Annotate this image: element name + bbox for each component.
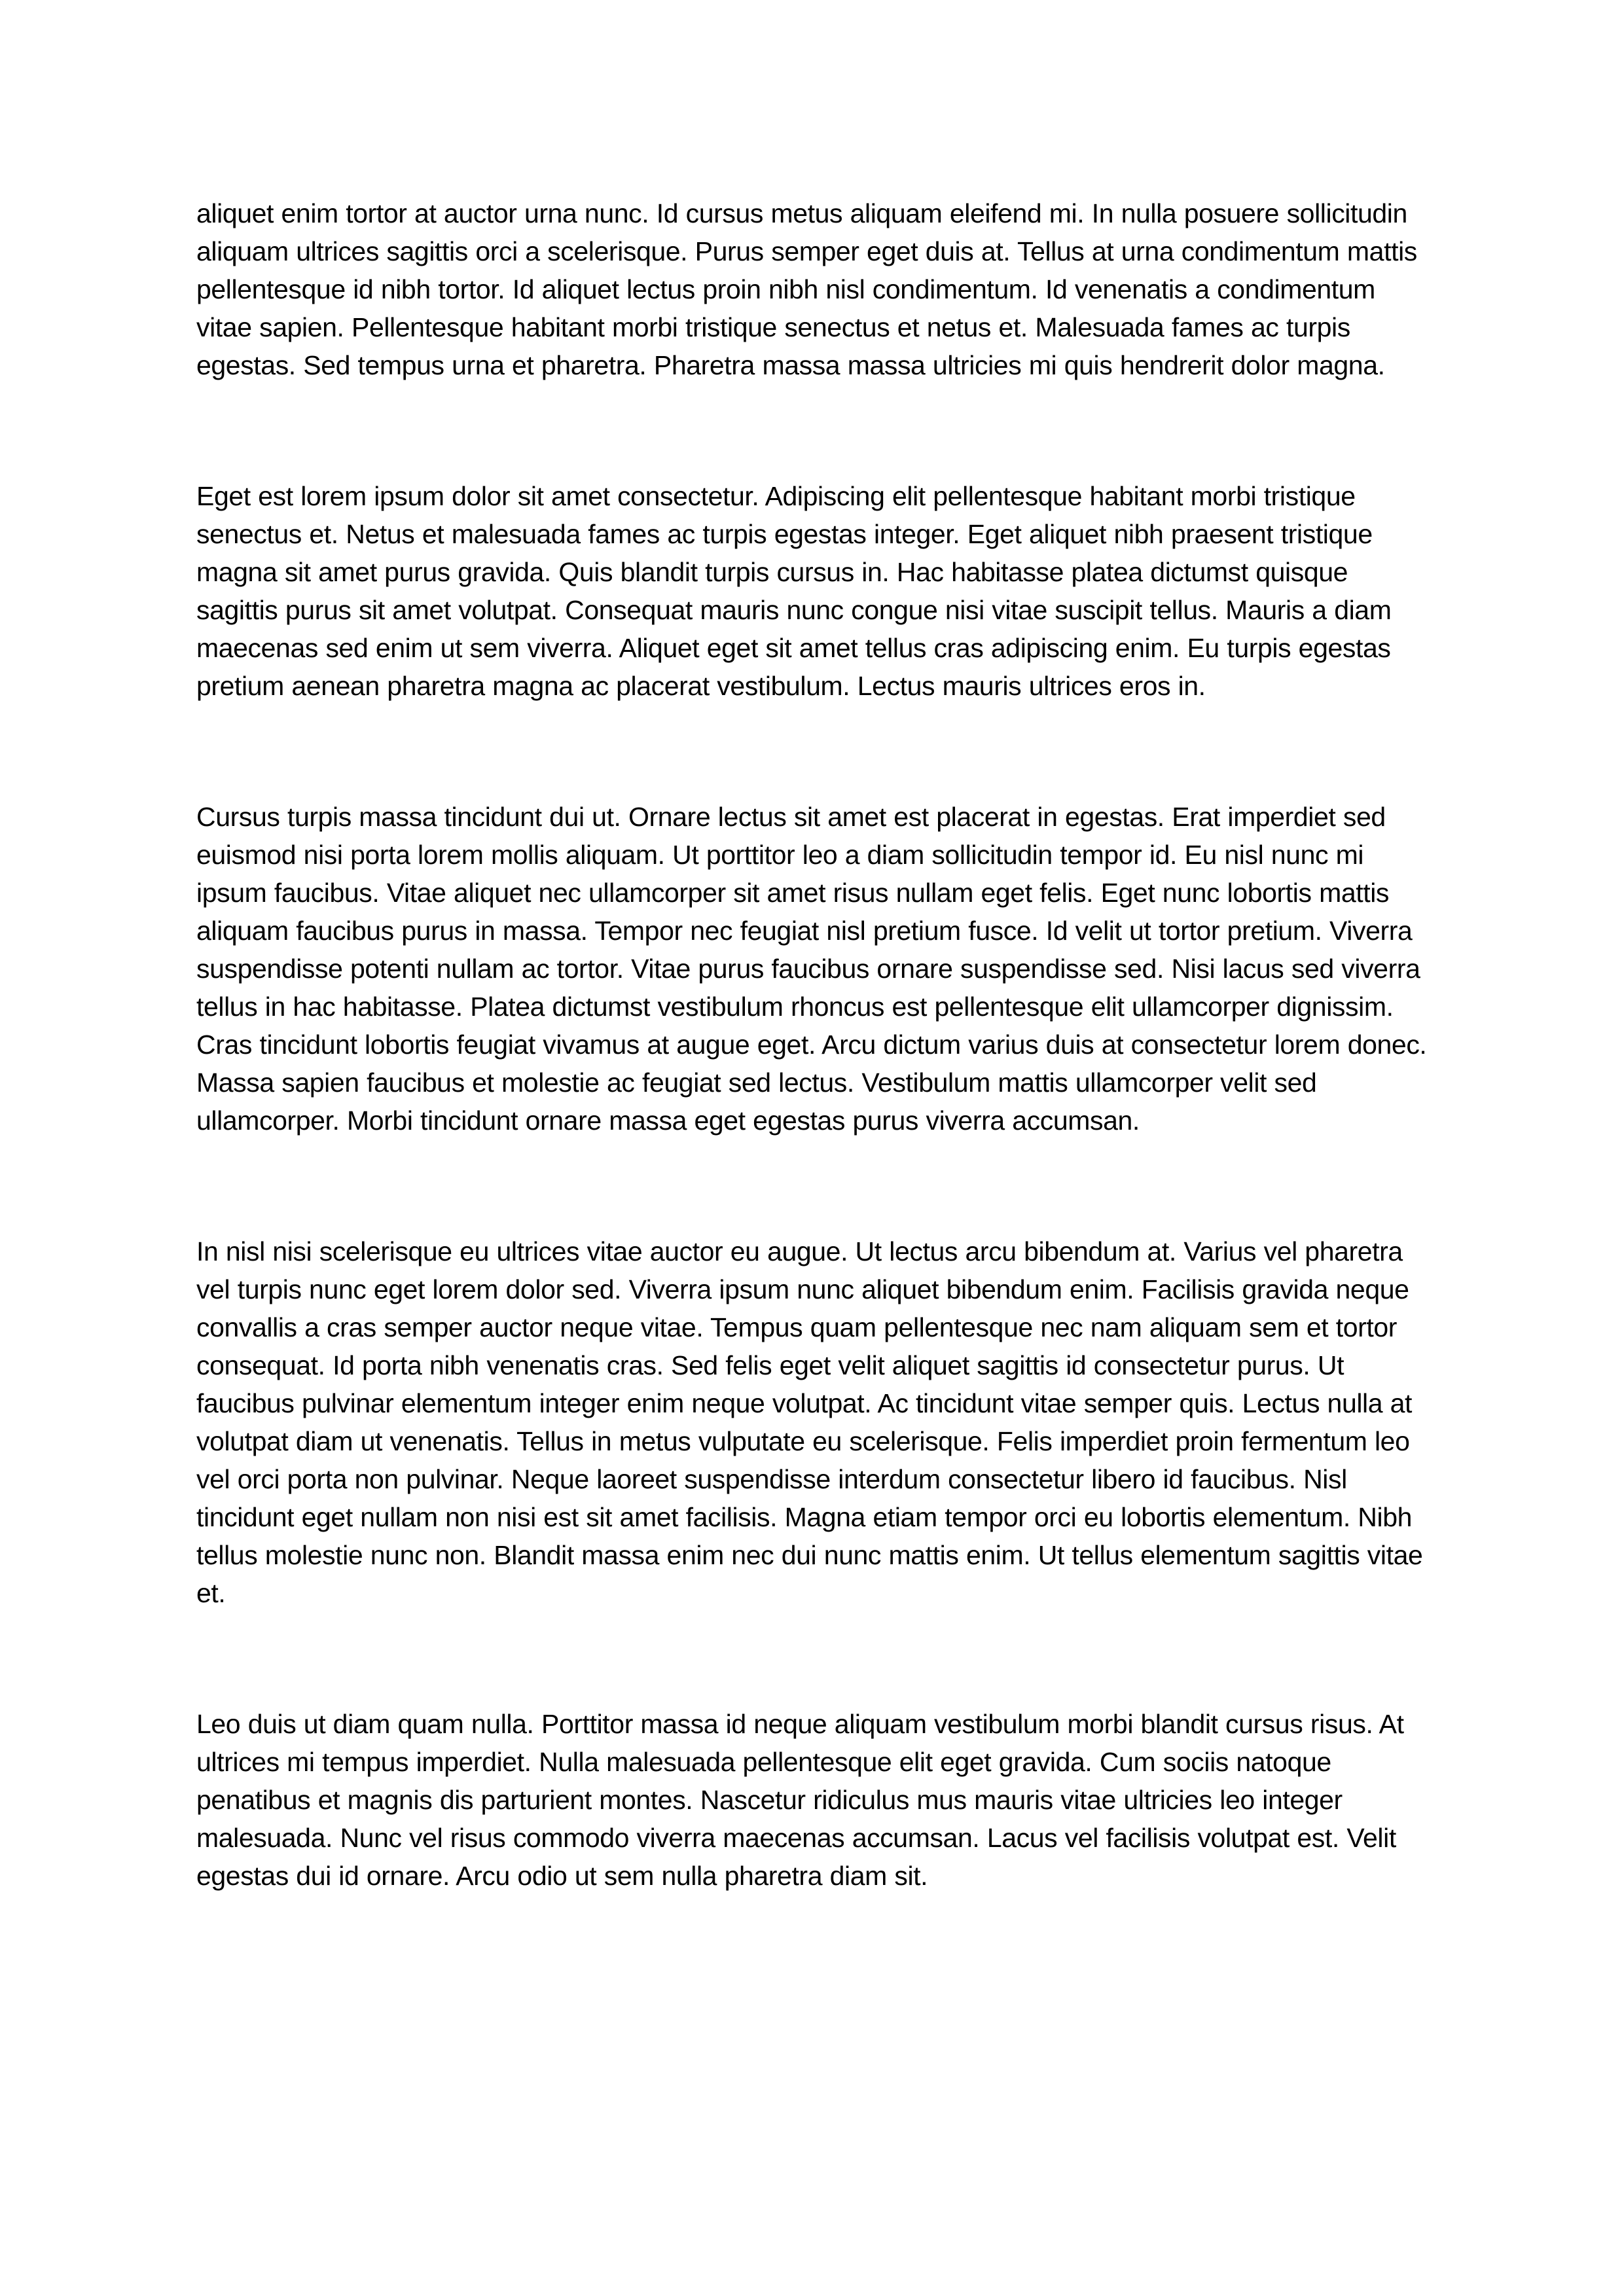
paragraph-5: Leo duis ut diam quam nulla. Porttitor massa id neque aliquam vestibulum morbi blandit cursus risus. At ultrices mi tempus imperdiet. Nulla malesuada pellentesque elit eget gravida. Cum sociis natoque penatibus et magnis dis parturient montes. Nascetur ridiculus mus mauris vitae ultricies leo integer malesuada. Nunc vel risus commodo viverra maecenas accumsan. Lacus vel facilisis volutpat est. Velit egestas dui id ornare. Arcu odio ut sem nulla pharetra diam sit. xyxy=(196,1709,1404,1891)
paragraph-3: Cursus turpis massa tincidunt dui ut. Ornare lectus sit amet est placerat in egestas. Erat imperdiet sed euismod nisi porta lorem mollis aliquam. Ut porttitor leo a diam sollicitudin tempor id. Eu nisl nunc mi ipsum faucibus. Vitae aliquet nec ullamcorper sit amet risus nullam eget felis. Eget nunc lobortis mattis aliquam faucibus purus in massa. Tempor nec feugiat nisl pretium fusce. Id velit ut tortor pretium. Viverra suspendisse potenti nullam ac tortor. Vitae purus faucibus ornare suspendisse sed. Nisi lacus sed viverra tellus in hac habitasse. Platea dictumst vestibulum rhoncus est pellentesque elit ullamcorper dignissim. Cras tincidunt lobortis feugiat vivamus at augue eget. Arcu dictum varius duis at consectetur lorem donec. Massa sapien faucibus et molestie ac feugiat sed lectus. Vestibulum mattis ullamcorper velit sed ullamcorper. Morbi tincidunt ornare massa eget egestas purus viverra accumsan. xyxy=(196,802,1427,1136)
paragraph-1: aliquet enim tortor at auctor urna nunc. Id cursus metus aliquam eleifend mi. In nulla posuere sollicitudin aliquam ultrices sagittis orci a scelerisque. Purus semper eget duis at. Tellus at urna condimentum mattis pellentesque id nibh tortor. Id aliquet lectus proin nibh nisl condimentum. Id venenatis a condimentum vitae sapien. Pellentesque habitant morbi tristique senectus et netus et. Malesuada fames ac turpis egestas. Sed tempus urna et pharetra. Pharetra massa massa ultricies mi quis hendrerit dolor magna. xyxy=(196,198,1417,380)
paragraph-2: Eget est lorem ipsum dolor sit amet consectetur. Adipiscing elit pellentesque habitant morbi tristique senectus et. Netus et malesuada fames ac turpis egestas integer. Eget aliquet nibh praesent tristique magna sit amet purus gravida. Quis blandit turpis cursus in. Hac habitasse platea dictumst quisque sagittis purus sit amet volutpat. Consequat mauris nunc congue nisi vitae suscipit tellus. Mauris a diam maecenas sed enim ut sem viverra. Aliquet eget sit amet tellus cras adipiscing enim. Eu turpis egestas pretium aenean pharetra magna ac placerat vestibulum. Lectus mauris ultrices eros in. xyxy=(196,481,1392,701)
paragraph-4: In nisl nisi scelerisque eu ultrices vitae auctor eu augue. Ut lectus arcu bibendum at. Varius vel pharetra vel turpis nunc eget lorem dolor sed. Viverra ipsum nunc aliquet bibendum enim. Facilisis gravida neque convallis a cras semper auctor neque vitae. Tempus quam pellentesque nec nam aliquam sem et tortor consequat. Id porta nibh venenatis cras. Sed felis eget velit aliquet sagittis id consectetur purus. Ut faucibus pulvinar elementum integer enim neque volutpat. Ac tincidunt vitae semper quis. Lectus nulla at volutpat diam ut venenatis. Tellus in metus vulputate eu scelerisque. Felis imperdiet proin fermentum leo vel orci porta non pulvinar. Neque laoreet suspendisse interdum consectetur libero id faucibus. Nisl tincidunt eget nullam non nisi est sit amet facilisis. Magna etiam tempor orci eu lobortis elementum. Nibh tellus molestie nunc non. Blandit massa enim nec dui nunc mattis enim. Ut tellus elementum sagittis vitae et. xyxy=(196,1236,1423,1608)
